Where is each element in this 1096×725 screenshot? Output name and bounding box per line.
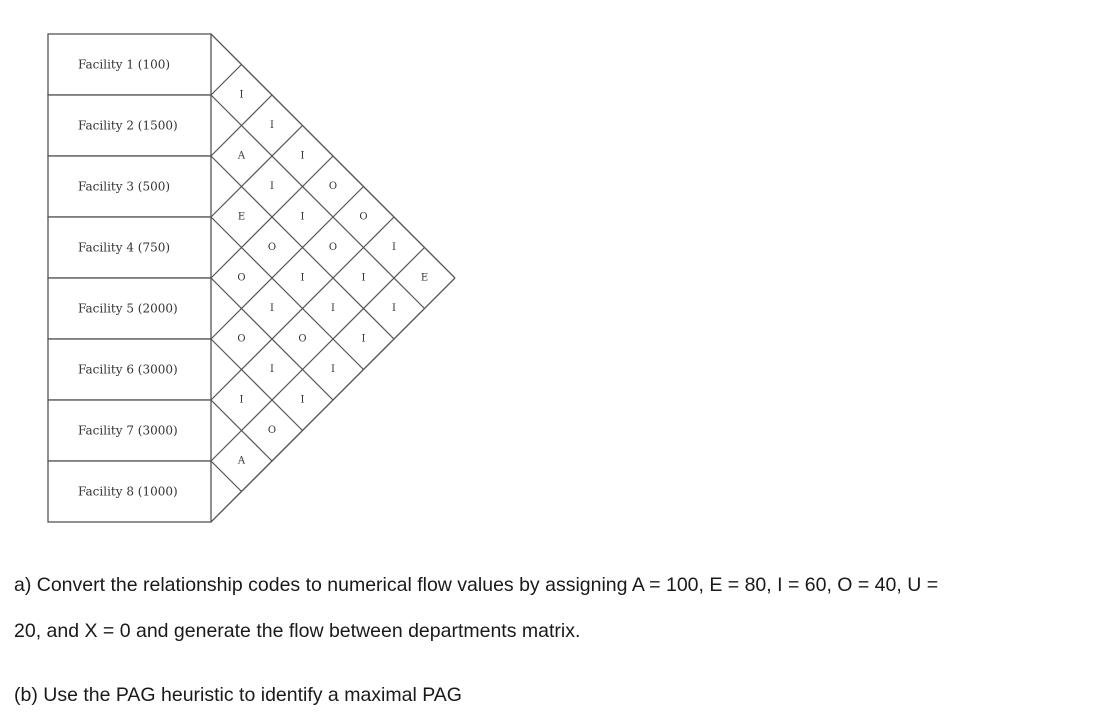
grid-line <box>211 217 364 370</box>
facility-label: Facility 7 (3000) <box>78 423 178 438</box>
question-b: (b) Use the PAG heuristic to identify a maximal PAG <box>14 684 462 706</box>
relationship-code: I <box>331 303 335 314</box>
grid-line <box>211 339 303 431</box>
relationship-code: I <box>270 120 274 131</box>
facility-label: Facility 2 (1500) <box>78 118 178 133</box>
relationship-code: I <box>300 150 305 162</box>
grid-line <box>211 65 242 96</box>
facility-label: Facility 8 (1000) <box>78 484 178 499</box>
facility-label: Facility 6 (3000) <box>78 362 178 377</box>
grid-line <box>211 187 364 340</box>
relationship-code: O <box>237 333 246 345</box>
relationship-code: O <box>328 181 338 192</box>
relationship-code: A <box>237 455 246 467</box>
facility-label: Facility 3 (500) <box>78 179 171 194</box>
relationship-code: O <box>359 211 368 223</box>
relationship-code: I <box>270 303 274 314</box>
relationship-code: I <box>300 394 305 406</box>
question-a-line-1: a) Convert the relationship codes to numerical flow values by assigning A = 100, E = 80, I = 60, O = 40, U = <box>14 574 939 596</box>
facility-label: Facility 4 (750) <box>78 240 171 255</box>
relationship-code: E <box>237 211 246 223</box>
grid-line <box>211 126 303 218</box>
relationship-code: A <box>237 150 246 162</box>
relationship-code: O <box>328 242 338 253</box>
relationship-code: O <box>298 333 307 345</box>
relationship-code: I <box>239 394 244 406</box>
facility-label: Facility 1 (100) <box>78 57 171 72</box>
relationship-code: I <box>361 272 366 284</box>
question-a-line-2: 20, and X = 0 and generate the flow between departments matrix. <box>14 620 581 642</box>
relationship-code: I <box>239 89 244 101</box>
relationship-chart <box>0 0 640 530</box>
relationship-code: I <box>300 272 305 284</box>
relationship-code: I <box>392 242 396 253</box>
relationship-code: O <box>267 425 277 436</box>
relationship-code: I <box>331 364 335 375</box>
relationship-code: I <box>270 364 274 375</box>
relationship-code: E <box>420 272 429 284</box>
relationship-code: O <box>237 272 246 284</box>
relationship-code: O <box>267 242 277 253</box>
facility-label: Facility 5 (2000) <box>78 301 178 316</box>
relationship-code: I <box>392 303 396 314</box>
relationship-code: I <box>300 211 305 223</box>
relationship-code: I <box>270 181 274 192</box>
relationship-code: I <box>361 333 366 345</box>
